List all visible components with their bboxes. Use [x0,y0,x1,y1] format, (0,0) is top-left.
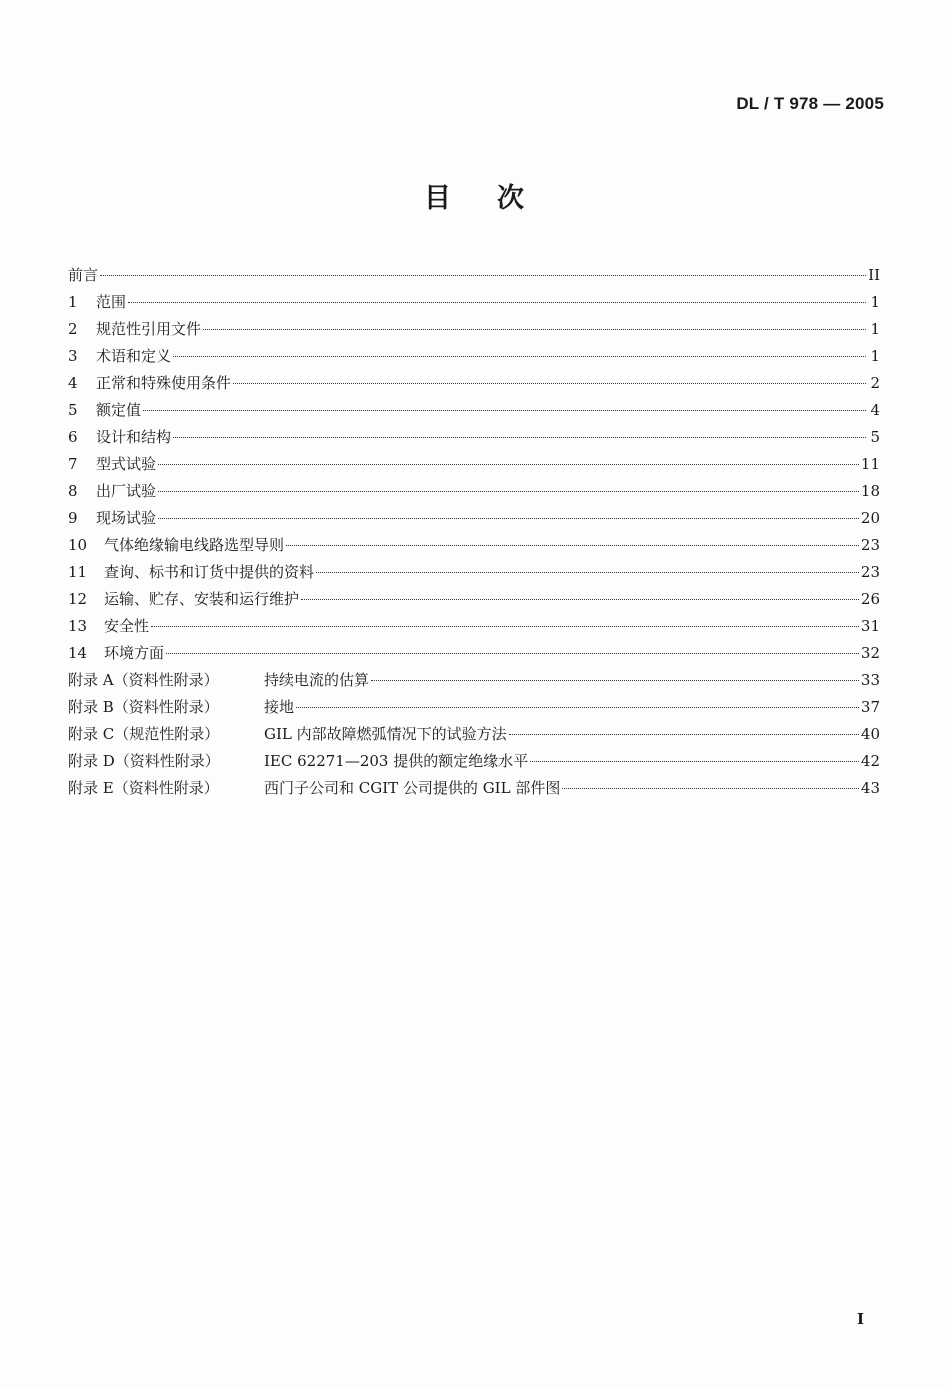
toc-entry[interactable] [68,426,880,453]
dot-leader [371,680,859,681]
dot-leader [151,626,859,627]
dot-leader [173,356,866,357]
standard-code: DL / T 978 — 2005 [736,94,884,113]
toc-page: 1 [870,320,880,338]
toc-page: 5 [870,428,880,446]
table-of-contents [68,264,880,804]
dot-leader [203,329,866,330]
dot-leader [158,518,859,519]
toc-entry[interactable] [68,453,880,480]
appendix-label: 附录 E（资料性附录） [68,779,219,797]
toc-number: 13 [68,617,88,635]
toc-entry[interactable] [68,318,880,345]
appendix-label: 附录 D（资料性附录） [68,752,220,770]
toc-page: 18 [860,482,880,500]
dot-leader [100,275,866,276]
toc-entry[interactable] [68,372,880,399]
toc-label: 设计和结构 [96,428,172,446]
title-char-left: 目 [424,183,453,214]
toc-page: 32 [860,644,880,662]
toc-page: 33 [860,671,880,689]
toc-entry[interactable] [68,345,880,372]
dot-leader [301,599,859,600]
toc-entry[interactable] [68,291,880,318]
toc-label: 查询、标书和订货中提供的资料 [104,563,315,581]
page-title [0,176,950,215]
dot-leader [166,653,859,654]
toc-entry-appendix[interactable] [68,723,880,750]
toc-entry-appendix[interactable] [68,750,880,777]
toc-label: 运输、贮存、安装和运行维护 [104,590,300,608]
toc-entry[interactable] [68,615,880,642]
toc-number: 10 [68,536,88,554]
dot-leader [158,464,859,465]
toc-label: 出厂试验 [96,482,157,500]
dot-leader [562,788,859,789]
toc-number: 11 [68,563,88,581]
toc-number: 2 [68,320,78,338]
toc-page: 1 [870,347,880,365]
toc-entry[interactable] [68,399,880,426]
toc-entry[interactable] [68,534,880,561]
toc-entry[interactable] [68,561,880,588]
toc-label: 现场试验 [96,509,157,527]
toc-number: 1 [68,293,78,311]
toc-page: 11 [860,455,880,473]
toc-entry[interactable] [68,480,880,507]
toc-label: 环境方面 [104,644,165,662]
toc-label: 安全性 [104,617,150,635]
toc-label: 范围 [96,293,127,311]
toc-label: 额定值 [96,401,142,419]
toc-page: 1 [870,293,880,311]
toc-number: 3 [68,347,78,365]
dot-leader [296,707,859,708]
toc-label: 前言 [68,266,99,284]
dot-leader [128,302,866,303]
toc-entry-foreword[interactable] [68,264,880,291]
toc-entry-appendix[interactable] [68,696,880,723]
toc-number: 8 [68,482,78,500]
dot-leader [173,437,866,438]
toc-label: 规范性引用文件 [96,320,202,338]
appendix-label: 附录 A（资料性附录） [68,671,219,689]
toc-number: 5 [68,401,78,419]
toc-page: 2 [870,374,880,392]
toc-label: IEC 62271—203 提供的额定绝缘水平 [264,752,529,770]
dot-leader [286,545,859,546]
toc-label: 持续电流的估算 [264,671,370,689]
toc-label: GIL 内部故障燃弧情况下的试验方法 [264,725,507,743]
toc-entry[interactable] [68,642,880,669]
dot-leader [530,761,859,762]
toc-page: 42 [860,752,880,770]
toc-page: 40 [860,725,880,743]
toc-page: 43 [860,779,880,797]
appendix-label: 附录 C（规范性附录） [68,725,220,743]
title-char-right: 次 [497,183,526,214]
toc-number: 9 [68,509,78,527]
dot-leader [143,410,866,411]
toc-entry-appendix[interactable] [68,669,880,696]
toc-page: 37 [860,698,880,716]
toc-label: 术语和定义 [96,347,172,365]
toc-number: 12 [68,590,88,608]
appendix-label: 附录 B（资料性附录） [68,698,219,716]
toc-number: 4 [68,374,78,392]
dot-leader [158,491,859,492]
toc-entry[interactable] [68,507,880,534]
toc-entry-appendix[interactable] [68,777,880,804]
toc-page: 20 [860,509,880,527]
toc-number: 6 [68,428,78,446]
dot-leader [316,572,859,573]
toc-number: 7 [68,455,78,473]
toc-page: 23 [860,536,880,554]
toc-page: 23 [860,563,880,581]
toc-page: 4 [870,401,880,419]
toc-label: 气体绝缘输电线路选型导则 [104,536,285,554]
toc-page: 26 [860,590,880,608]
dot-leader [509,734,859,735]
toc-label: 西门子公司和 CGIT 公司提供的 GIL 部件图 [264,779,561,797]
page-number: I [856,1310,864,1328]
toc-label: 正常和特殊使用条件 [96,374,232,392]
toc-number: 14 [68,644,88,662]
toc-page: II [868,266,880,284]
dot-leader [233,383,866,384]
toc-label: 型式试验 [96,455,157,473]
toc-label: 接地 [264,698,295,716]
toc-entry[interactable] [68,588,880,615]
toc-page: 31 [860,617,880,635]
